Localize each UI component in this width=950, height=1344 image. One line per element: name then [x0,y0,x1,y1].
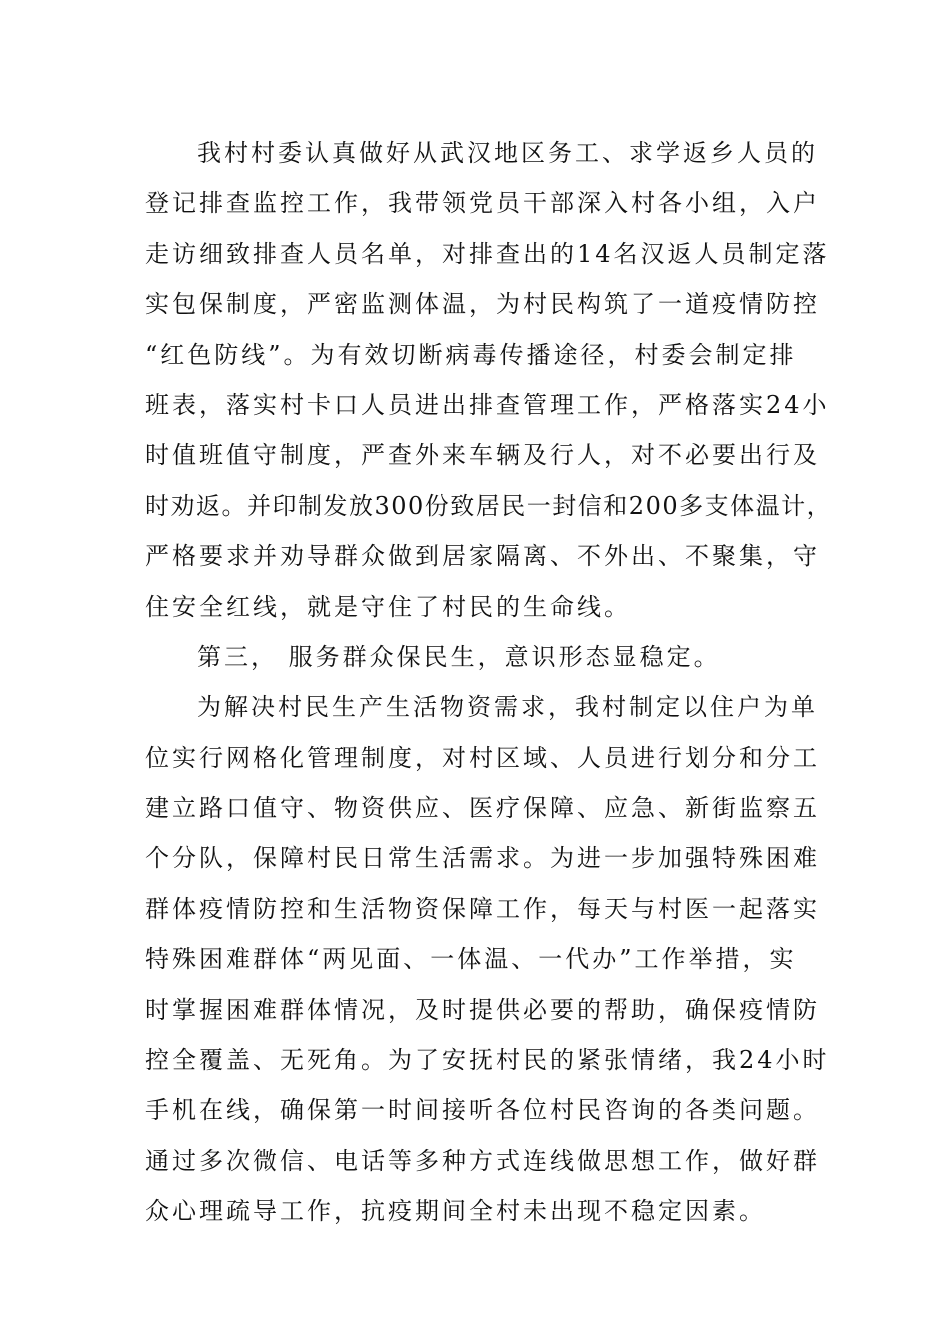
text-line: 班表，落实村卡口人员进出排查管理工作，严格落实24小 [145,390,830,419]
text-line: 群体疫情防控和生活物资保障工作，每天与村医一起落实 [145,894,820,923]
text-line: 特殊困难群体“两见面、一体温、一代办”工作举措，实 [145,945,797,974]
document-body [145,128,835,1237]
text-line: 为解决村民生产生活物资需求，我村制定以住户为单 [197,693,818,722]
text-line: 走访细致排查人员名单，对排查出的14名汉返人员制定落 [145,239,830,268]
text-line: 控全覆盖、无死角。为了安抚村民的紧张情绪，我24小时 [145,1046,830,1075]
text-line: 建立路口值守、物资供应、医疗保障、应急、新街监察五 [145,794,820,823]
text-line: 严格要求并劝导群众做到居家隔离、不外出、不聚集，守 [145,542,820,571]
paragraph [145,632,835,682]
text-line: 手机在线，确保第一时间接听各位村民咨询的各类问题。 [145,1096,820,1125]
text-line: 时值班值守制度，严查外来车辆及行人，对不必要出行及 [145,441,820,470]
text-line: 住安全红线，就是守住了村民的生命线。 [145,592,631,621]
text-line: 时掌握困难群体情况，及时提供必要的帮助，确保疫情防 [145,995,820,1024]
text-line: 个分队，保障村民日常生活需求。为进一步加强特殊困难 [145,844,820,873]
text-line: 位实行网格化管理制度，对村区域、人员进行划分和分工 [145,743,820,772]
text-line: 登记排查监控工作，我带领党员干部深入村各小组，入户 [145,189,820,218]
text-line: 通过多次微信、电话等多种方式连线做思想工作，做好群 [145,1146,820,1175]
paragraph [145,682,835,1236]
paragraph [145,128,835,632]
text-line: 时劝返。并印制发放300份致居民一封信和200多支体温计， [145,491,833,520]
text-line: 实包保制度，严密监测体温，为村民构筑了一道疫情防控 [145,290,820,319]
text-line: 众心理疏导工作，抗疫期间全村未出现不稳定因素。 [145,1197,766,1226]
text-line: “红色防线”。为有效切断病毒传播途径，村委会制定排 [145,340,797,369]
text-line: 第三， 服务群众保民生，意识形态显稳定。 [197,642,721,671]
text-line: 我村村委认真做好从武汉地区务工、求学返乡人员的 [197,139,818,167]
